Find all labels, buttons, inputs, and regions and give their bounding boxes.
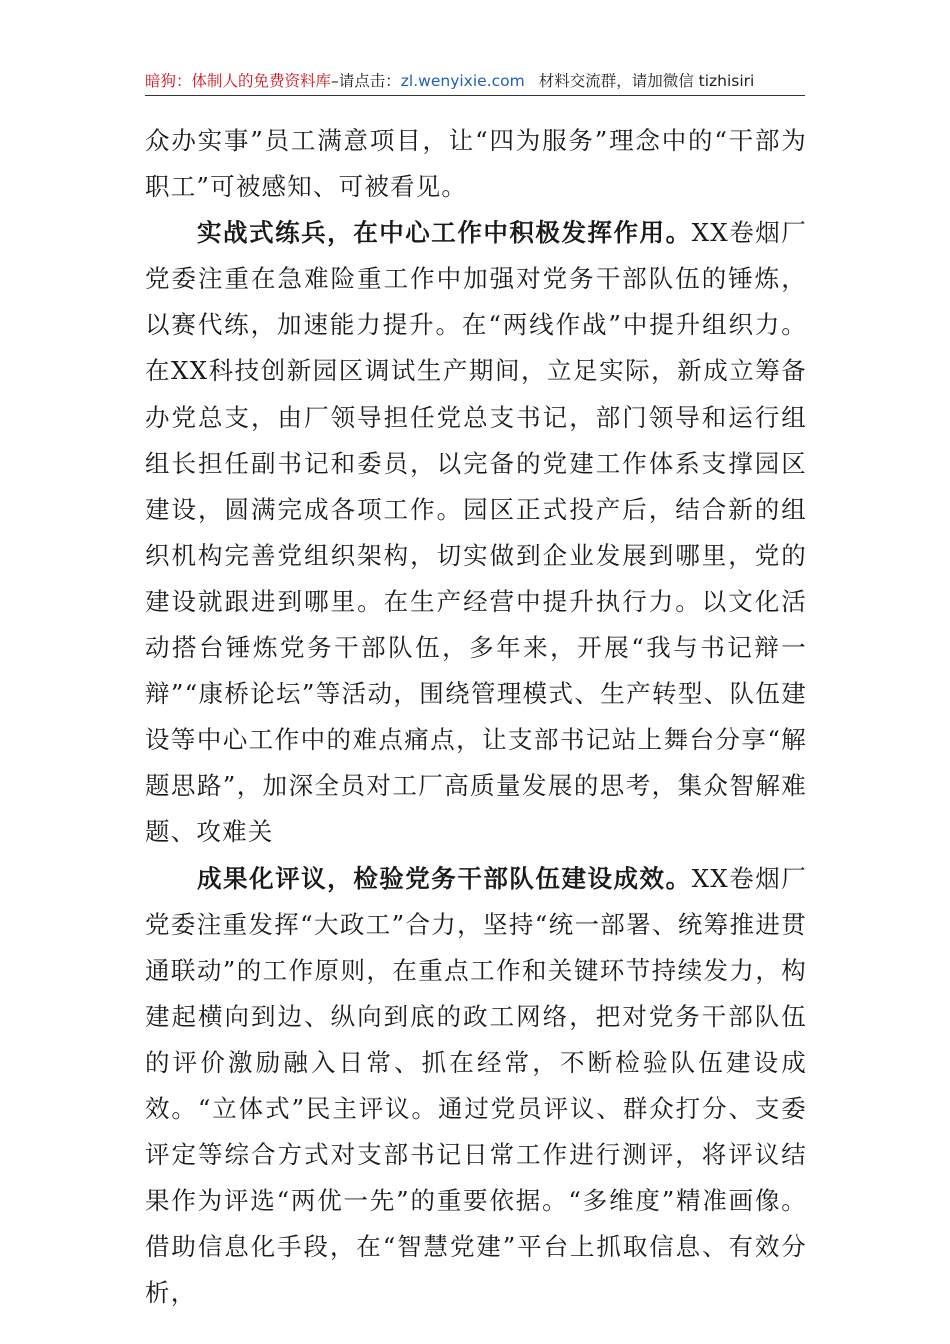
header-group-info: 材料交流群，请加微信 tizhisiri xyxy=(538,72,755,90)
paragraph-results-evaluation xyxy=(145,856,807,1317)
paragraph-text: XX卷烟厂党委注重在急难险重工作中加强对党务干部队伍的锤炼，以赛代练，加速能力提升。在“两线作战”中提升组织力。在XX科技创新园区调试生产期间，立足实际，新成立筹备办党总支，由厂领导担任党总支书记，部门领导和运行组组长担任副书记和委员，以完备的党建工作体系支撑园区建设，圆满完成各项工作。园区正式投产后，结合新的组织机构完善党组织架构，切实做到企业发展到哪里，党的建设就跟进到哪里。在生产经营中提升执行力。以文化活动搭台锤炼党务干部队伍，多年来，开展“我与书记辩一辩”“康桥论坛”等活动，围绕管理模式、生产转型、队伍建设等中心工作中的难点痛点，让支部书记站上舞台分享“解题思路”，加深全员对工厂高质量发展的思考，集众智解难题、攻难关 xyxy=(145,218,807,847)
document-body xyxy=(145,118,807,1316)
paragraph-text: XX卷烟厂党委注重发挥“大政工”合力，坚持“统一部署、统筹推进贯通联动”的工作原则，在重点工作和关键环节持续发力，构建起横向到边、纵向到底的政工网络，把对党务干部队伍的评价激励融入日常、抓在经常，不断检验队伍建设成效。“立体式”民主评议。通过党员评议、群众打分、支委评定等综合方式对支部书记日常工作进行测评，将评议结果作为评选“两优一先”的重要依据。“多维度”精准画像。借助信息化手段，在“智慧党建”平台上抓取信息、有效分析， xyxy=(145,863,807,1308)
paragraph-heading: 实战式练兵，在中心工作中积极发挥作用。 xyxy=(197,218,692,248)
header-brand: 暗狗：体制人的免费资料库 xyxy=(145,72,332,90)
paragraph-practical-training xyxy=(145,210,807,855)
page-header xyxy=(145,66,805,96)
paragraph-heading: 成果化评议，检验党务干部队伍建设成效。 xyxy=(197,863,692,893)
header-click-label: –请点击： xyxy=(331,72,401,90)
header-divider xyxy=(145,95,805,96)
paragraph-text: 众办实事”员工满意项目，让“四为服务”理念中的“干部为职工”可被感知、可被看见。 xyxy=(145,126,807,202)
header-site-link[interactable]: zl.wenyixie.com xyxy=(400,72,525,90)
paragraph-continuation xyxy=(145,118,807,210)
